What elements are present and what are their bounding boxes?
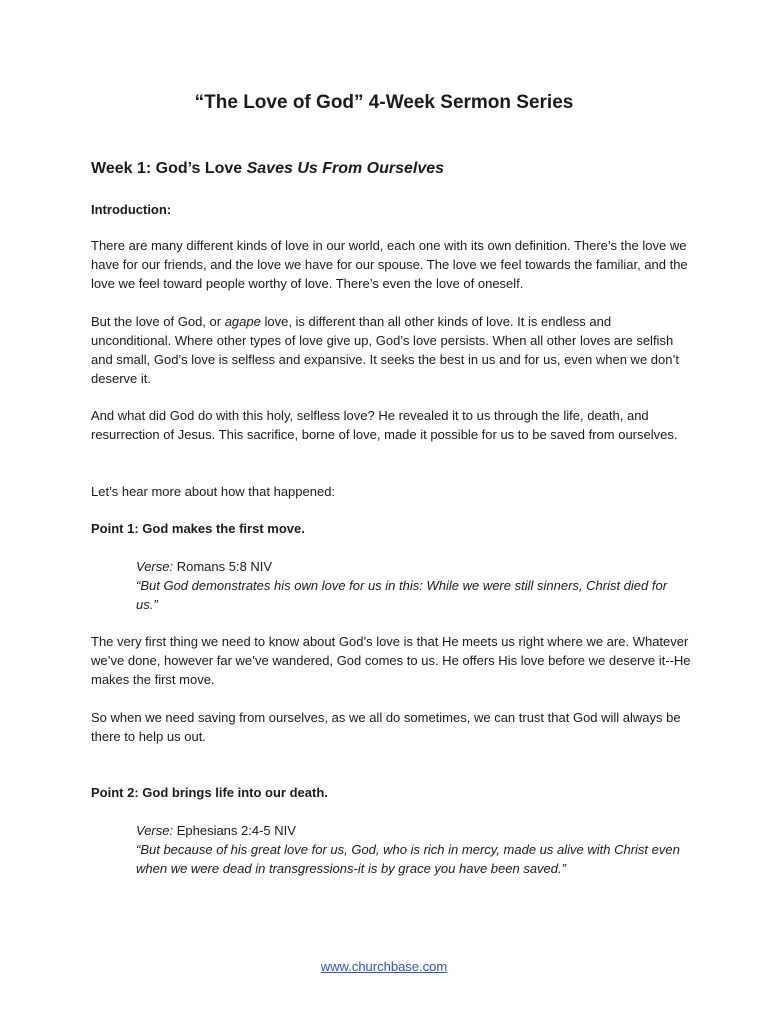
point-2-verse [136, 821, 681, 878]
point-1-paragraph-2: So when we need saving from ourselves, as we all do sometimes, we can trust that God will always be there to help us out. [91, 710, 681, 744]
intro-paragraph-4: Let’s hear more about how that happened: [91, 484, 336, 499]
week-heading [91, 158, 444, 180]
point-2-verse-ref: Ephesians 2:4-5 NIV [173, 823, 296, 838]
point-1-heading: Point 1: God makes the first move. [91, 521, 305, 536]
intro-p2-before: But the love of God, or [91, 314, 225, 329]
week-heading-emphasis: Saves Us From Ourselves [246, 160, 445, 177]
intro-paragraph-3: And what did God do with this holy, selfless love? He revealed it to us through the life, death, and resurrection of Jesus. This sacrifice, borne of love, made it possible for us to be saved from ourselves. [91, 408, 678, 442]
point-1-verse-text: “But God demonstrates his own love for us in this: While we were still sinners, Christ died for us.” [136, 578, 668, 612]
point-2-verse-label: Verse: [136, 823, 174, 838]
introduction-label: Introduction: [91, 202, 172, 217]
point-2-verse-text: “But because of his great love for us, God, who is rich in mercy, made us alive with Christ even when we were dead in transgressions-it is by grace you have been saved.” [136, 842, 680, 876]
churchbase-link[interactable]: www.churchbase.com [320, 959, 448, 974]
intro-p2-after: love, is different than all other kinds of love. It is endless and unconditional. Where other types of love give up, God’s love persists. When all other loves are selfish and small, God’s love is selfless and expansive. It seeks the best in us and for us, even when we don’t deserve it. [91, 314, 679, 386]
point-1-verse-label: Verse: [136, 559, 174, 574]
intro-p2-italic: agape [224, 314, 261, 329]
point-2-heading: Point 2: God brings life into our death. [91, 785, 328, 800]
intro-paragraph-2 [91, 312, 691, 388]
point-1-verse-ref: Romans 5:8 NIV [173, 559, 273, 574]
point-1-paragraph-1: The very first thing we need to know about God’s love is that He meets us right where we are. Whatever we’ve done, however far we’ve wandered, God comes to us. He offers His love before we deserve it--He makes the first move. [91, 634, 691, 687]
point-1-verse [136, 557, 681, 614]
week-heading-prefix: Week 1: God’s Love [91, 160, 247, 177]
footer [0, 958, 768, 976]
document-title: “The Love of God” 4-Week Sermon Series [194, 92, 574, 113]
intro-paragraph-1: There are many different kinds of love in our world, each one with its own definition. There’s the love we have for our friends, and the love we have for our spouse. The love we feel towards the familiar, and the love we feel toward people worthy of love. There’s even the love of oneself. [91, 238, 688, 291]
